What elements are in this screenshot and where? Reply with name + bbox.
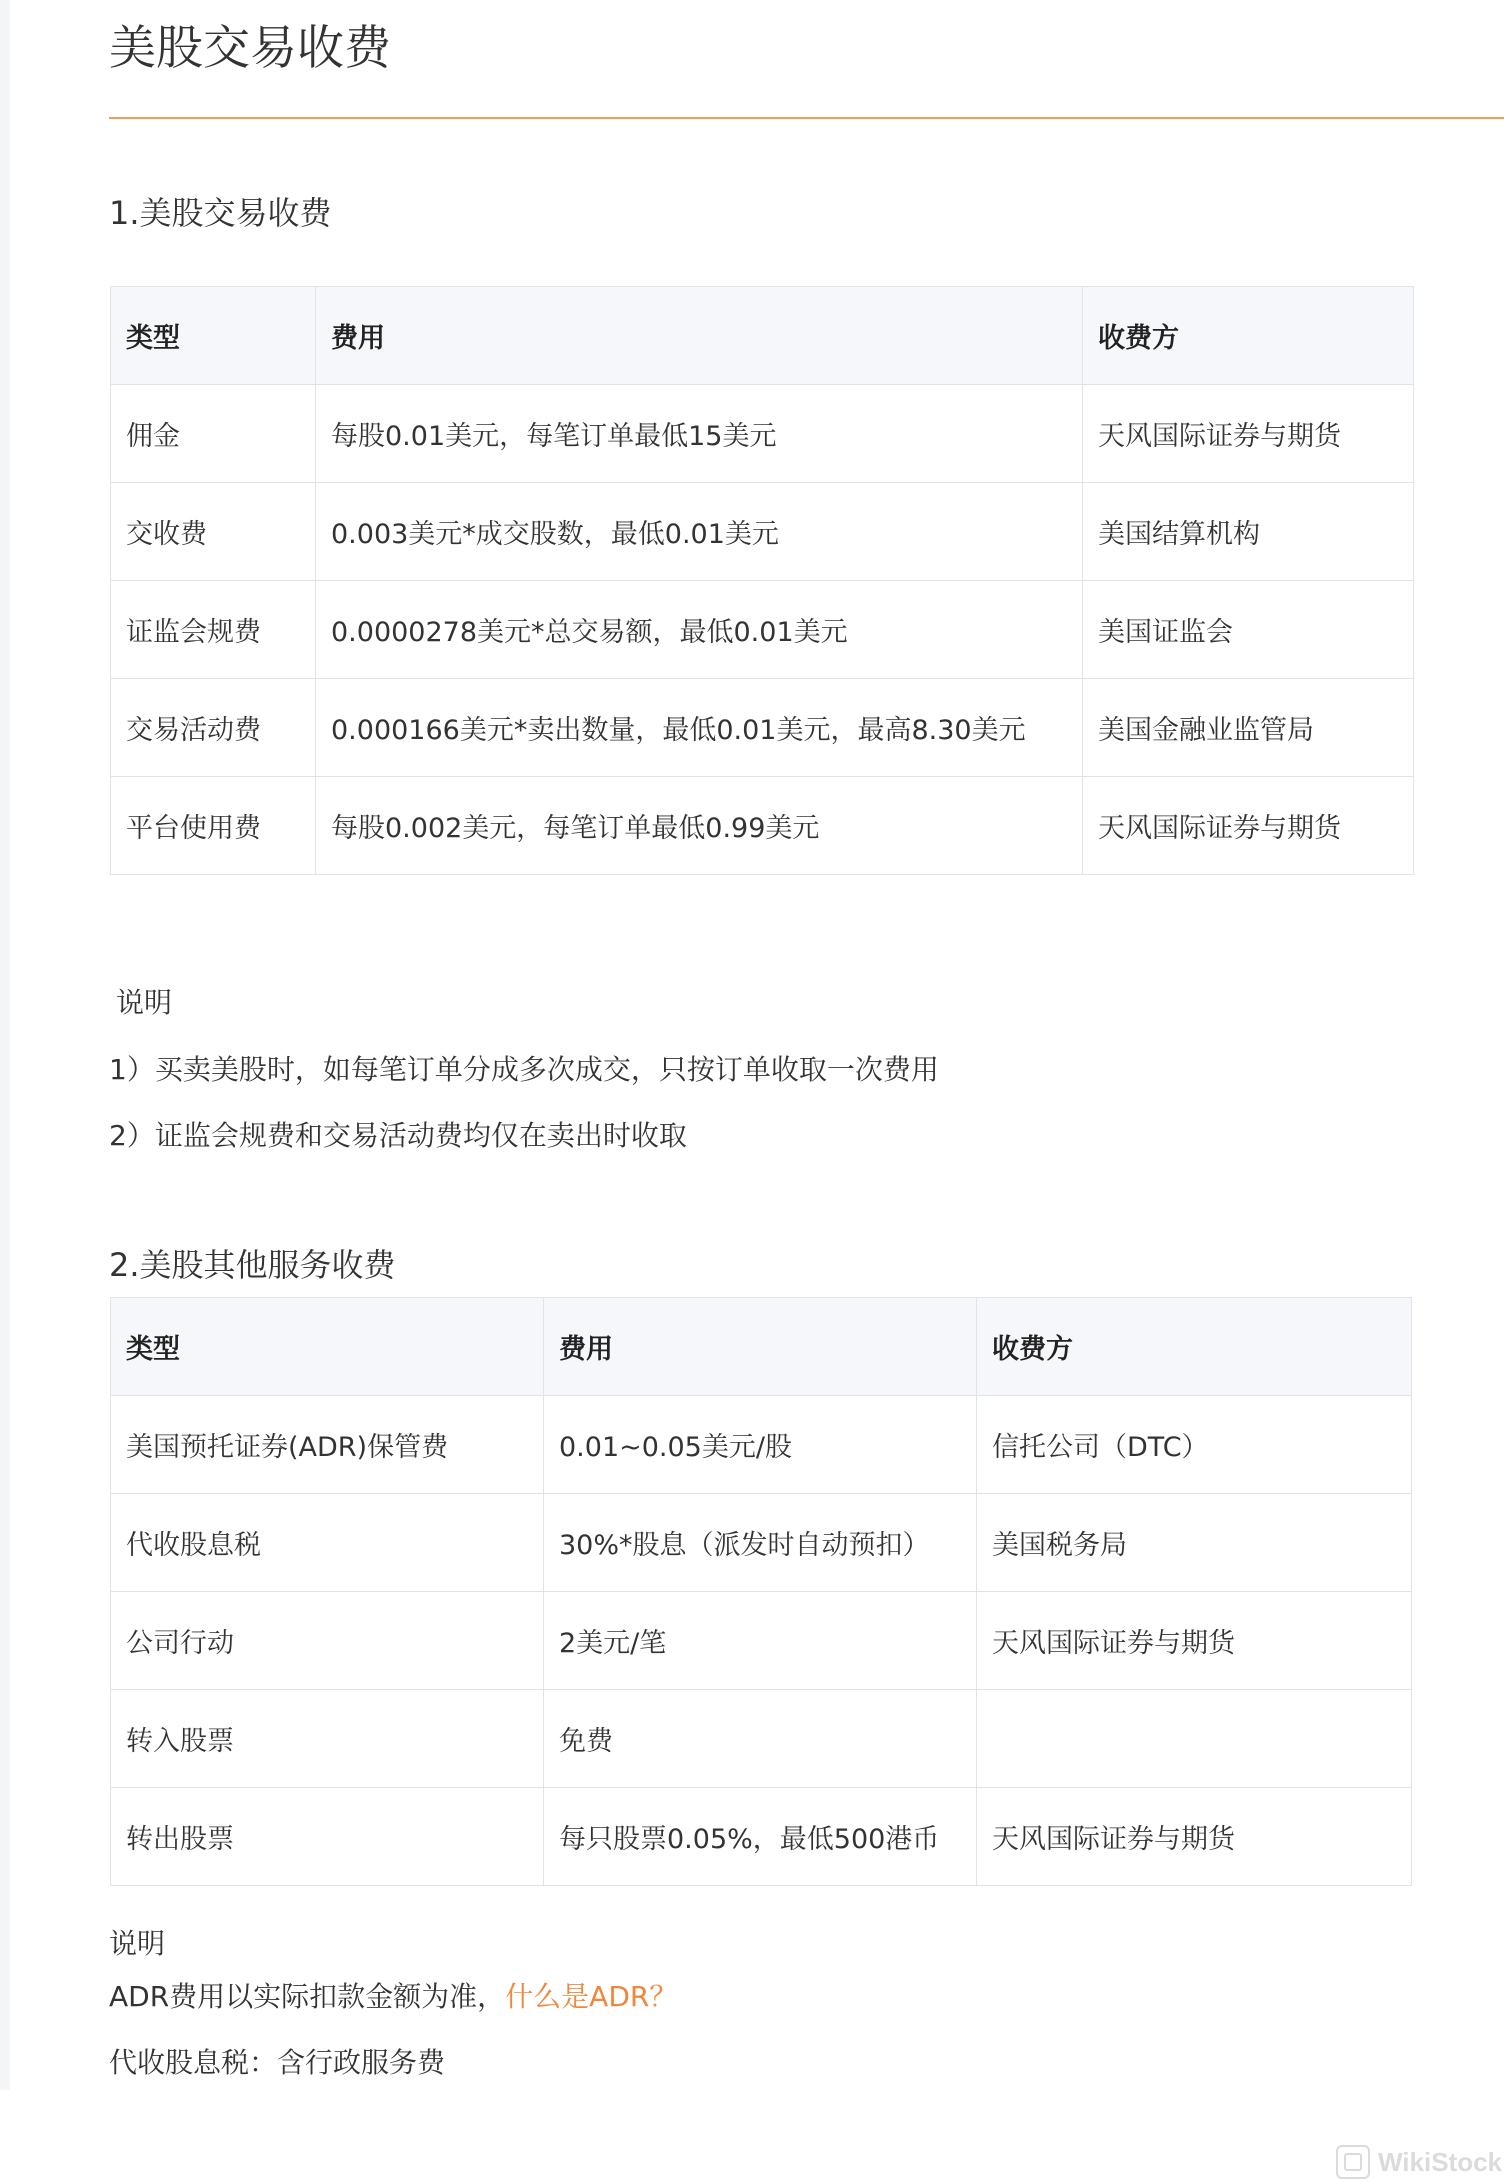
section2-notes-title: 说明	[109, 1927, 166, 1960]
column-header-fee: 费用	[544, 1298, 977, 1396]
cell-type: 交收费	[111, 483, 316, 581]
cell-payee: 天风国际证券与期货	[1083, 385, 1414, 483]
cell-fee: 每股0.01美元，每笔订单最低15美元	[316, 385, 1083, 483]
cell-fee: 0.0000278美元*总交易额，最低0.01美元	[316, 581, 1083, 679]
table-row	[111, 1788, 1412, 1886]
column-header-type: 类型	[111, 1298, 544, 1396]
cell-payee: 美国证监会	[1083, 581, 1414, 679]
watermark-text: WikiStock	[1378, 2146, 1503, 2177]
cell-fee: 每只股票0.05%，最低500港币	[544, 1788, 977, 1886]
table-row	[111, 385, 1414, 483]
table-header-row	[111, 287, 1414, 385]
cell-fee: 0.003美元*成交股数，最低0.01美元	[316, 483, 1083, 581]
cell-payee: 美国税务局	[977, 1494, 1412, 1592]
cell-fee: 2美元/笔	[544, 1592, 977, 1690]
column-header-fee: 费用	[316, 287, 1083, 385]
cell-payee: 美国金融业监管局	[1083, 679, 1414, 777]
table-row	[111, 483, 1414, 581]
column-header-type: 类型	[111, 287, 316, 385]
title-divider	[109, 117, 1504, 119]
cell-type: 转入股票	[111, 1690, 544, 1788]
table-header-row	[111, 1298, 1412, 1396]
other-service-fee-table	[110, 1297, 1412, 1886]
table-row	[111, 777, 1414, 875]
cell-payee: 天风国际证券与期货	[977, 1788, 1412, 1886]
cell-fee: 30%*股息（派发时自动预扣）	[544, 1494, 977, 1592]
left-edge-strip	[0, 0, 10, 2090]
column-header-payee: 收费方	[1083, 287, 1414, 385]
cell-type: 证监会规费	[111, 581, 316, 679]
section1-note-1: 1）买卖美股时，如每笔订单分成多次成交，只按订单收取一次费用	[109, 1053, 939, 1086]
section1-heading: 1.美股交易收费	[109, 194, 332, 232]
cell-fee: 每股0.002美元，每笔订单最低0.99美元	[316, 777, 1083, 875]
cell-type: 转出股票	[111, 1788, 544, 1886]
cell-type: 交易活动费	[111, 679, 316, 777]
cell-type: 代收股息税	[111, 1494, 544, 1592]
table-row	[111, 581, 1414, 679]
cell-payee: 信托公司（DTC）	[977, 1396, 1412, 1494]
cell-type: 公司行动	[111, 1592, 544, 1690]
section1-notes-title: 说明	[116, 986, 173, 1019]
cell-fee: 0.000166美元*卖出数量，最低0.01美元，最高8.30美元	[316, 679, 1083, 777]
cell-type: 平台使用费	[111, 777, 316, 875]
trading-fee-table	[110, 286, 1414, 875]
table-row	[111, 1396, 1412, 1494]
table-row	[111, 1592, 1412, 1690]
watermark	[1336, 2142, 1502, 2182]
dividend-tax-note: 代收股息税：含行政服务费	[109, 2046, 446, 2079]
cell-payee: 天风国际证券与期货	[1083, 777, 1414, 875]
cell-fee: 免费	[544, 1690, 977, 1788]
wikistock-logo-icon	[1336, 2145, 1370, 2179]
adr-note-text: ADR费用以实际扣款金额为准，	[109, 1980, 506, 2013]
table-row	[111, 1690, 1412, 1788]
cell-fee: 0.01~0.05美元/股	[544, 1396, 977, 1494]
cell-payee: 美国结算机构	[1083, 483, 1414, 581]
cell-payee	[977, 1690, 1412, 1788]
page-title: 美股交易收费	[109, 21, 391, 76]
table-row	[111, 1494, 1412, 1592]
cell-payee: 天风国际证券与期货	[977, 1592, 1412, 1690]
section1-note-2: 2）证监会规费和交易活动费均仅在卖出时收取	[109, 1119, 687, 1152]
cell-type: 佣金	[111, 385, 316, 483]
cell-type: 美国预托证券(ADR)保管费	[111, 1396, 544, 1494]
column-header-payee: 收费方	[977, 1298, 1412, 1396]
adr-note	[109, 1977, 677, 2017]
what-is-adr-link[interactable]: 什么是ADR？	[505, 1980, 678, 2013]
section2-heading: 2.美股其他服务收费	[109, 1246, 396, 1284]
table-row	[111, 679, 1414, 777]
